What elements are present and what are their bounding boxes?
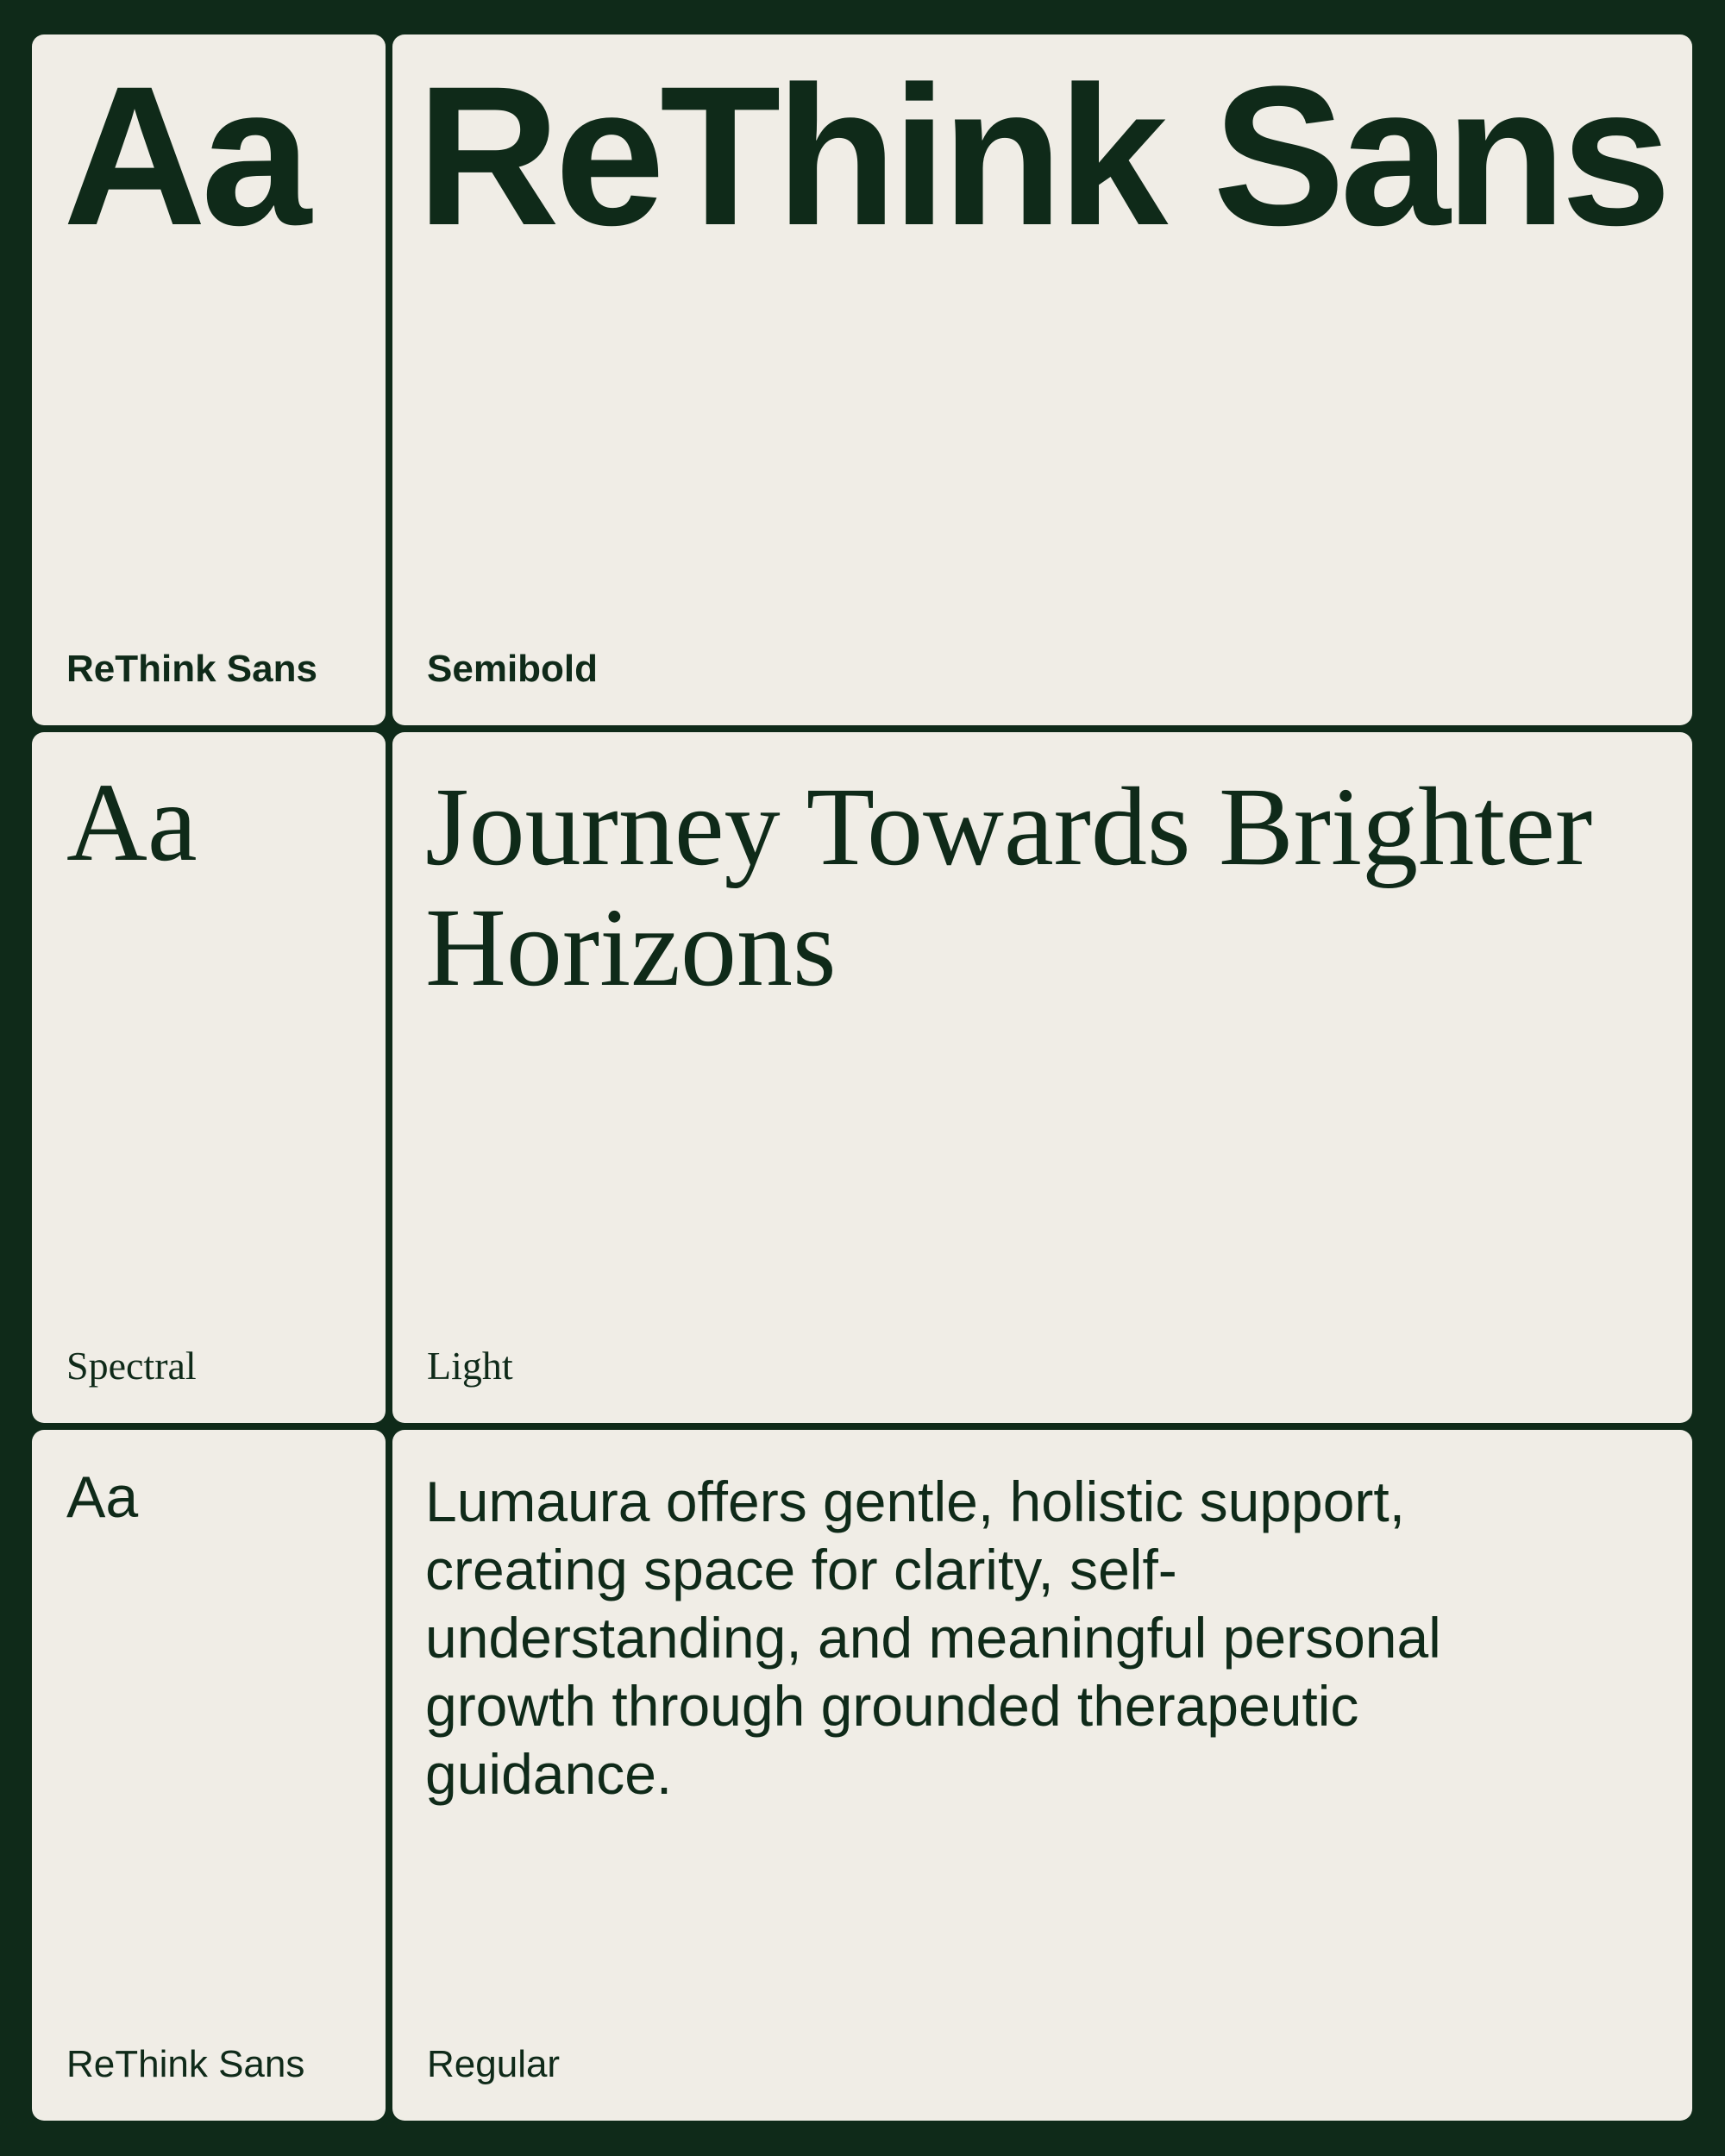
sample-card-rethink-regular [392, 1430, 1692, 2121]
font-family-label: Spectral [66, 1344, 197, 1388]
sample-text: Journey Towards Brighter Horizons [425, 765, 1593, 1010]
font-family-label: ReThink Sans [66, 2043, 305, 2085]
specimen-glyph: Aa [66, 761, 198, 885]
specimen-card-rethink-semibold [32, 34, 386, 725]
specimen-glyph: Aa [66, 1464, 139, 1530]
sample-paragraph: Lumaura offers gentle, holistic support, creating space for clarity, self-understanding, and meaningful personal growth through grounded therapeutic guidance. [425, 1470, 1441, 1806]
sample-text: ReThink Sans [417, 45, 1666, 266]
specimen-card-spectral-light [32, 732, 386, 1423]
font-weight-label: Light [427, 1344, 513, 1388]
font-weight-label: Semibold [427, 648, 599, 690]
font-weight-label: Regular [427, 2043, 561, 2085]
font-family-label: ReThink Sans [66, 648, 317, 690]
specimen-glyph: Aa [63, 45, 307, 266]
sample-card-spectral-light [392, 732, 1692, 1423]
specimen-card-rethink-regular [32, 1430, 386, 2121]
sample-card-rethink-semibold [392, 34, 1692, 725]
